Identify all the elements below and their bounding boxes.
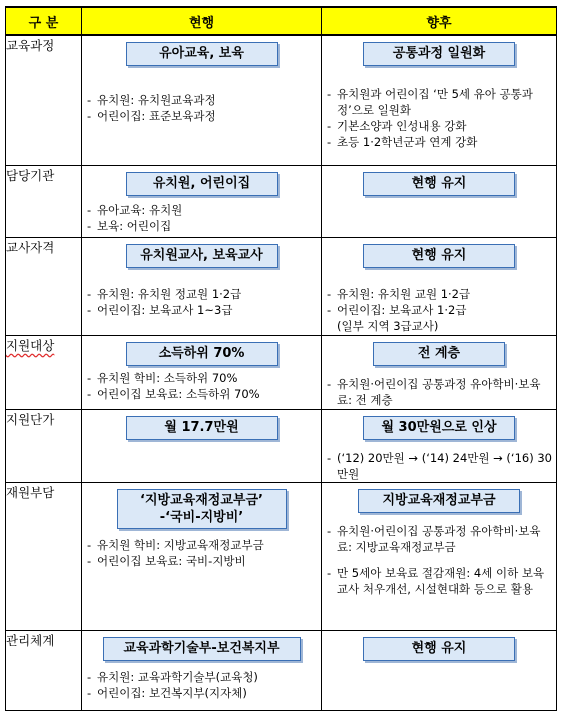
future-box: 월 30만원으로 인상 [363, 416, 515, 440]
list-item: - 유아교육: 유치원 [86, 202, 317, 218]
list-item: - (‘12) 20만원 → (‘14) 24만원 → (‘16) 30만원 [326, 450, 552, 482]
header-category: 구 분 [6, 7, 82, 35]
list-item: - 유치원: 유치원교육과정 [86, 92, 317, 108]
future-list [322, 286, 556, 334]
list-item: - 유치원·어린이집 공통과정 유아학비·보육료: 지방교육재정교부금 [326, 523, 552, 555]
list-item: - 어린이집 보육료: 소득하위 70% [86, 386, 317, 402]
list-item: - 유치원: 교육과학기술부(교육청) [86, 669, 317, 685]
table-row [6, 165, 557, 237]
current-cell [82, 335, 322, 409]
future-cell [322, 482, 557, 630]
current-box: 유치원교사, 보육교사 [126, 244, 278, 268]
future-box: 현행 유지 [363, 637, 515, 661]
current-list [82, 286, 321, 318]
future-box: 전 계층 [373, 342, 505, 366]
current-box: 유치원, 어린이집 [126, 172, 278, 196]
row-category: 지원단가 [6, 409, 82, 482]
table-row [6, 482, 557, 630]
list-item: - 만 5세아 보육료 절감재원: 4세 이하 보육교사 처우개선, 시설현대화 등으로 활용 [326, 565, 552, 597]
current-box-line2: -‘국비-지방비’ [159, 509, 244, 525]
current-box [117, 489, 287, 529]
future-cell [322, 630, 557, 710]
header-current: 현행 [82, 7, 322, 35]
current-cell [82, 237, 322, 335]
list-item: - 어린이집: 보육교사 1~3급 [86, 302, 317, 318]
list-item: - 유치원: 유치원 정교원 1·2급 [86, 286, 317, 302]
list-item: - 어린이집: 보육교사 1·2급 [326, 302, 552, 318]
list-item: - 어린이집: 보건복지부(지자체) [86, 685, 317, 701]
future-box: 현행 유지 [363, 244, 515, 268]
row-category: 교육과정 [6, 35, 82, 165]
header-future: 향후 [322, 7, 557, 35]
list-item: - 유치원 학비: 지방교육재정교부금 [86, 537, 317, 553]
row-category-label: 지원대상 [6, 337, 55, 353]
current-list [82, 92, 321, 124]
current-box: 월 17.7만원 [126, 416, 278, 440]
list-item: - 어린이집: 표준보육과정 [86, 108, 317, 124]
table-row [6, 237, 557, 335]
future-list [322, 450, 556, 482]
future-cell [322, 409, 557, 482]
future-box: 현행 유지 [363, 172, 515, 196]
current-cell [82, 35, 322, 165]
current-box: 소득하위 70% [126, 342, 278, 366]
future-cell [322, 335, 557, 409]
current-cell [82, 630, 322, 710]
list-item: - 유치원·어린이집 공통과정 유아학비·보육료: 전 계층 [326, 376, 552, 408]
list-item: - 기본소양과 인성내용 강화 [326, 118, 552, 134]
row-category [6, 335, 82, 409]
future-list [322, 376, 556, 408]
current-box: 교육과학기술부-보건복지부 [103, 637, 301, 661]
future-list [322, 523, 556, 597]
future-box: 공통과정 일원화 [363, 42, 515, 66]
table-row [6, 335, 557, 409]
current-list [82, 370, 321, 402]
list-item: - 유치원: 유치원 교원 1·2급 [326, 286, 552, 302]
current-cell [82, 482, 322, 630]
row-category: 교사자격 [6, 237, 82, 335]
comparison-table [5, 6, 557, 711]
future-box: 지방교육재정교부금 [358, 489, 520, 513]
list-item: - 보육: 어린이집 [86, 218, 317, 234]
current-cell [82, 165, 322, 237]
row-category: 재원부담 [6, 482, 82, 630]
future-cell [322, 165, 557, 237]
row-category: 관리체계 [6, 630, 82, 710]
list-item: - 유치원 학비: 소득하위 70% [86, 370, 317, 386]
current-box: 유아교육, 보육 [126, 42, 278, 66]
list-item: - 유치원과 어린이집 ‘만 5세 유아 공통과정’으로 일원화 [326, 86, 552, 118]
table-row [6, 35, 557, 165]
table-row [6, 630, 557, 710]
header-row [6, 7, 557, 35]
current-cell [82, 409, 322, 482]
current-list [82, 202, 321, 234]
row-category: 담당기관 [6, 165, 82, 237]
list-item: - 어린이집 보육료: 국비-지방비 [86, 553, 317, 569]
future-list [322, 86, 556, 150]
future-cell [322, 237, 557, 335]
list-item: - 초등 1·2학년군과 연계 강화 [326, 134, 552, 150]
current-list [82, 537, 321, 569]
list-note: (일부 지역 3급교사) [337, 318, 439, 333]
table-row [6, 409, 557, 482]
current-list [82, 669, 321, 701]
current-box-line1: ‘지방교육재정교부금’ [140, 492, 263, 508]
future-cell [322, 35, 557, 165]
